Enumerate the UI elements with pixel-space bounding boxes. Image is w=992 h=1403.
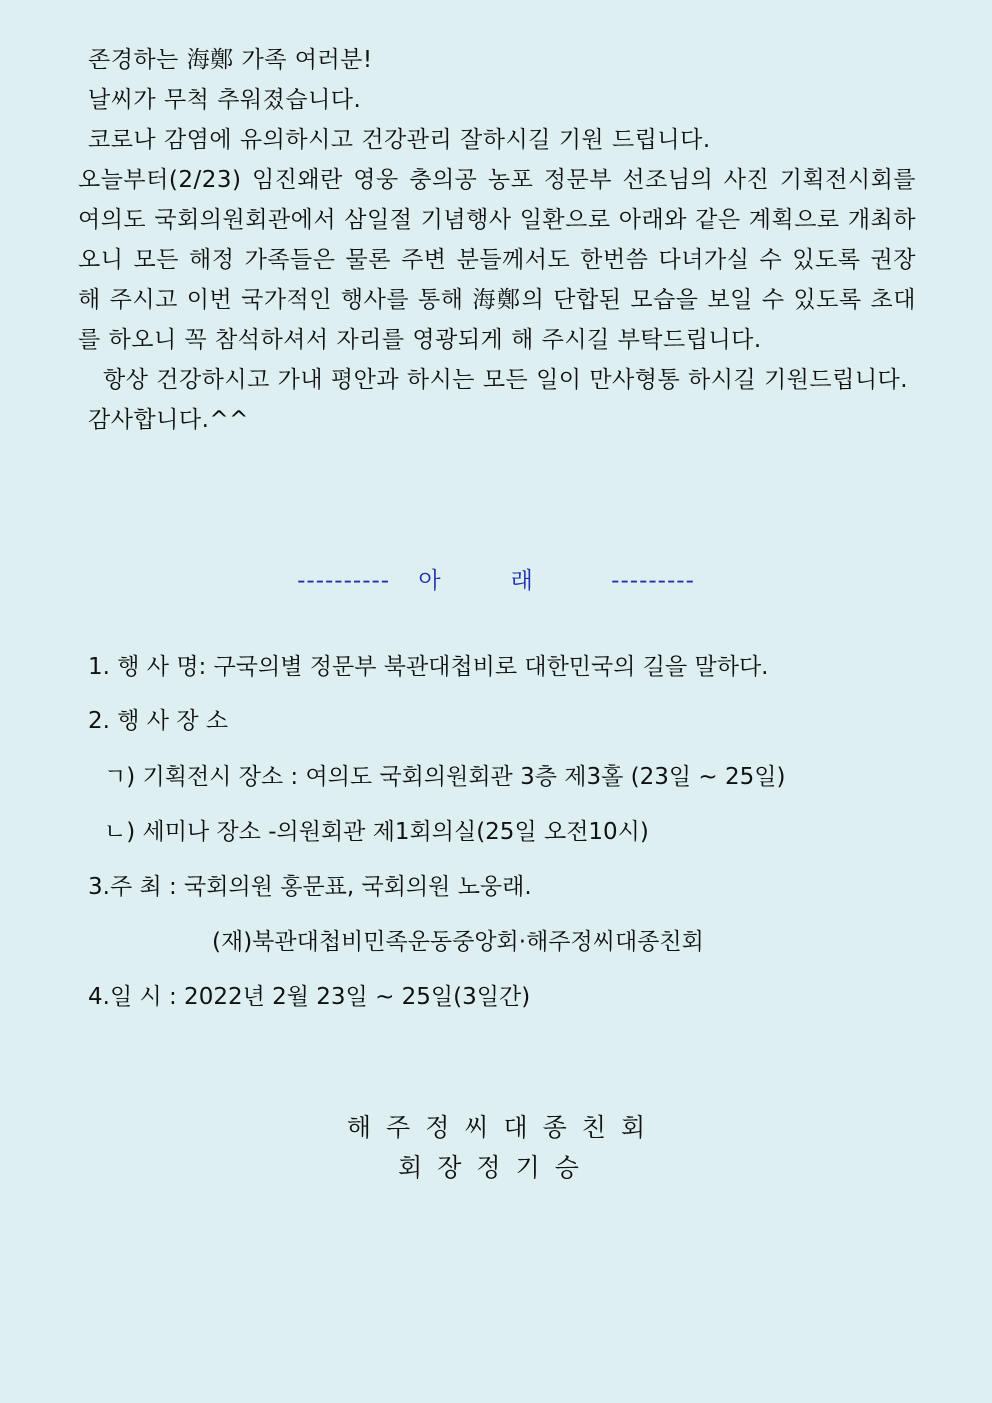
- left-dashes: ----------: [297, 568, 391, 594]
- thanks-line: 감사합니다.^^: [88, 407, 249, 433]
- event-name: 1. 행 사 명: 구국의별 정문부 북관대첩비로 대한민국의 길을 말하다.: [88, 654, 769, 680]
- main-paragraph: 오늘부터(2/23) 임진왜란 영웅 충의공 농포 정문부 선조님의 사진 기획전시회를 여의도 국회의원회관에서 삼일절 기념행사 일환으로 아래와 같은 계획으로 개최하오니 모든 해정 가족들은 물론 주변 분들께서도 한번씀 다녀가실 수 있도록 권장 해 주시고 이번 국가적인 행사를 통해 海鄭의 단합된 모습을 보일 수 있도록 초대를 하오니 꼭 참석하셔서 자리를 영광되게 해 주시길 부탁드립니다.: [78, 167, 916, 353]
- signature-president: [0, 1148, 992, 1188]
- signature-block: [0, 1108, 992, 1188]
- president-title: 회장: [398, 1153, 477, 1182]
- venue-exhibition: ㄱ) 기획전시 장소 : 여의도 국회의원회관 3층 제3홀 (23일 ~ 25일): [104, 764, 786, 790]
- greeting-line: 존경하는 海鄭 가족 여러분!: [88, 47, 373, 73]
- president-name: 정기승: [476, 1153, 594, 1182]
- notice-word: 아래: [418, 568, 603, 594]
- event-host: 3.주 최 : 국회의원 홍문표, 국회의원 노웅래.: [88, 874, 532, 900]
- notice-heading: [0, 562, 992, 595]
- right-dashes: ---------: [611, 568, 695, 594]
- venue-seminar: ㄴ) 세미나 장소 -의원회관 제1회의실(25일 오전10시): [104, 819, 649, 845]
- event-host-org: (재)북관대첩비민족운동중앙회·해주정씨대종친회: [212, 929, 704, 955]
- weather-line: 날씨가 무척 추워졌습니다.: [88, 87, 362, 113]
- venue-title: 2. 행 사 장 소: [88, 708, 229, 734]
- covid-line: 코로나 감염에 유의하시고 건강관리 잘하시길 기원 드립니다.: [88, 127, 711, 153]
- event-date: 4.일 시 : 2022년 2월 23일 ~ 25일(3일간): [88, 984, 531, 1010]
- signature-org: 해주정씨대종친회: [346, 1113, 661, 1142]
- wish-paragraph: 항상 건강하시고 가내 평안과 하시는 모든 일이 만사형통 하시길 기원드립니다.: [103, 367, 909, 393]
- letter-body: [78, 40, 916, 440]
